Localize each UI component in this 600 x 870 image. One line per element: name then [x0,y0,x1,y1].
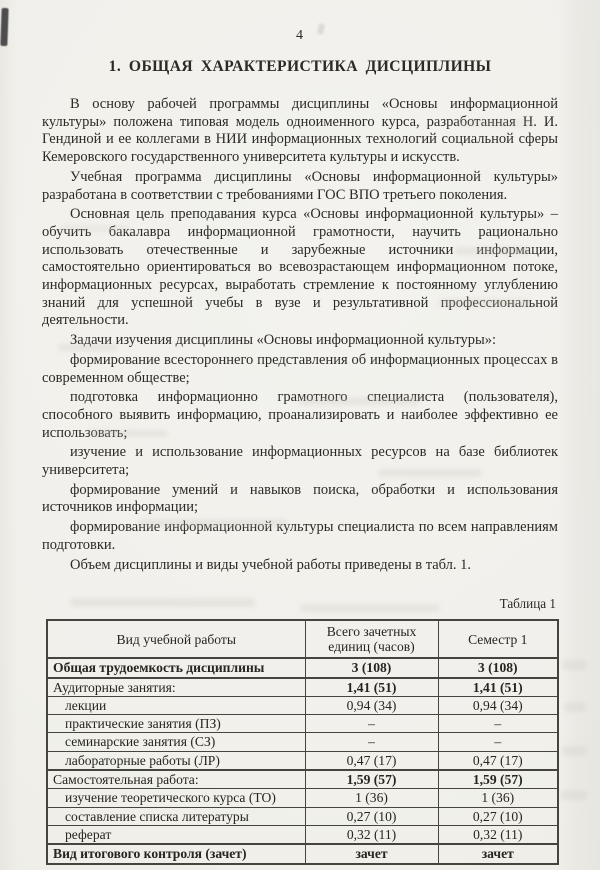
table-row [47,789,558,807]
page-header [0,26,600,43]
row-label: реферат [47,825,305,844]
table-row [47,715,558,733]
table-area [42,596,558,864]
column-header-work-type: Вид учебной работы [47,620,305,658]
row-label: составление списка литературы [47,807,305,825]
row-label: Аудиторные занятия: [47,678,305,697]
row-total-units: 0,94 (34) [305,696,438,714]
paragraph: подготовка информационно грамотного специалиста (пользователя), способного выявить информацию, проанализировать и наиболее эффективно ее использовать; [42,389,558,441]
row-semester1: – [438,733,558,751]
smudge-artifact [317,23,325,34]
table-row [47,844,558,863]
paragraph: В основу рабочей программы дисциплины «Основы информационной культуры» положена типовая модель одноименного курса, разработанная Н. И. Гендиной и ее коллегами в НИИ информационных технологий социальной сферы Кемеровского государственного университета культуры и искусств. [42,96,558,166]
row-semester1: 1,41 (51) [438,678,558,697]
row-label: Общая трудоемкость дисциплины [47,658,305,677]
row-total-units: 1,59 (57) [305,770,438,789]
page-number: 4 [296,28,304,43]
table-row [47,658,558,677]
row-semester1: зачет [438,844,558,863]
row-label: лабораторные работы (ЛР) [47,751,305,770]
row-total-units: 0,47 (17) [305,751,438,770]
row-semester1: 0,32 (11) [438,825,558,844]
paragraph: формирование всестороннего представления об информационных процессах в современном обществе; [42,351,558,386]
row-label: лекции [47,696,305,714]
row-semester1: 1 (36) [438,789,558,807]
paragraphs-container [42,96,558,574]
table-row [47,678,558,697]
table-row [47,807,558,825]
paragraph: формирование информационной культуры специалиста по всем направлениям подготовки. [42,519,558,553]
table-row [47,696,558,714]
paragraph: формирование умений и навыков поиска, обработки и использования источников информации; [42,481,558,516]
paragraph: Основная цель преподавания курса «Основы информационной культуры» – обучить бакалавра информационной грамотности, научить рационально использовать отечественные и зарубежные источники информации, самостоятельно ориентироваться во всевозрастающем информационном потоке, информационных ресурсах, выработать стремление к постоянному углублению знаний для успешной учебы в вузе и результативной профессиональной деятельности. [42,206,558,329]
bleed-through-artifact [562,746,587,756]
row-label: практические занятия (ПЗ) [47,715,305,733]
table-body [47,658,558,863]
row-total-units: 0,32 (11) [305,825,438,844]
row-total-units: зачет [305,844,438,863]
row-semester1: – [438,715,558,733]
row-semester1: 1,59 (57) [438,770,558,789]
row-semester1: 0,94 (34) [438,696,558,714]
row-total-units: – [305,715,438,733]
row-total-units: 3 (108) [305,658,438,677]
row-total-units: – [305,733,438,751]
table-header-row [47,620,558,658]
row-total-units: 0,27 (10) [305,807,438,825]
bleed-through-artifact [562,660,587,670]
row-semester1: 0,47 (17) [438,751,558,770]
paragraph: Объем дисциплины и виды учебной работы приведены в табл. 1. [70,556,472,573]
table-row [47,733,558,751]
table-row [47,770,558,789]
row-label: семинарские занятия (СЗ) [47,733,305,751]
table-caption: Таблица 1 [499,596,556,612]
row-total-units: 1 (36) [305,789,438,807]
row-semester1: 0,27 (10) [438,807,558,825]
row-semester1: 3 (108) [438,658,558,677]
row-label: изучение теоретического курса (ТО) [47,789,305,807]
bleed-through-artifact [560,790,587,800]
paragraph: изучение и использование информационных ресурсов на базе библиотек университета; [42,444,558,479]
column-header-semester1: Семестр 1 [438,620,558,658]
table-row [47,751,558,770]
row-label: Самостоятельная работа: [47,770,305,789]
section-heading: 1. ОБЩАЯ ХАРАКТЕРИСТИКА ДИСЦИПЛИНЫ [108,58,492,75]
bleed-through-artifact [564,702,586,712]
workload-table [46,619,559,864]
row-total-units: 1,41 (51) [305,678,438,697]
column-header-total-units: Всего зачетных единиц (часов) [305,620,438,658]
paragraph: Учебная программа дисциплины «Основы информационной культуры» разработана в соответствии с требованиями ГОС ВПО третьего поколения. [42,168,558,203]
paragraph: Задачи изучения дисциплины «Основы информационной культуры»: [70,332,496,349]
table-row [47,825,558,844]
row-label: Вид итогового контроля (зачет) [47,844,305,863]
